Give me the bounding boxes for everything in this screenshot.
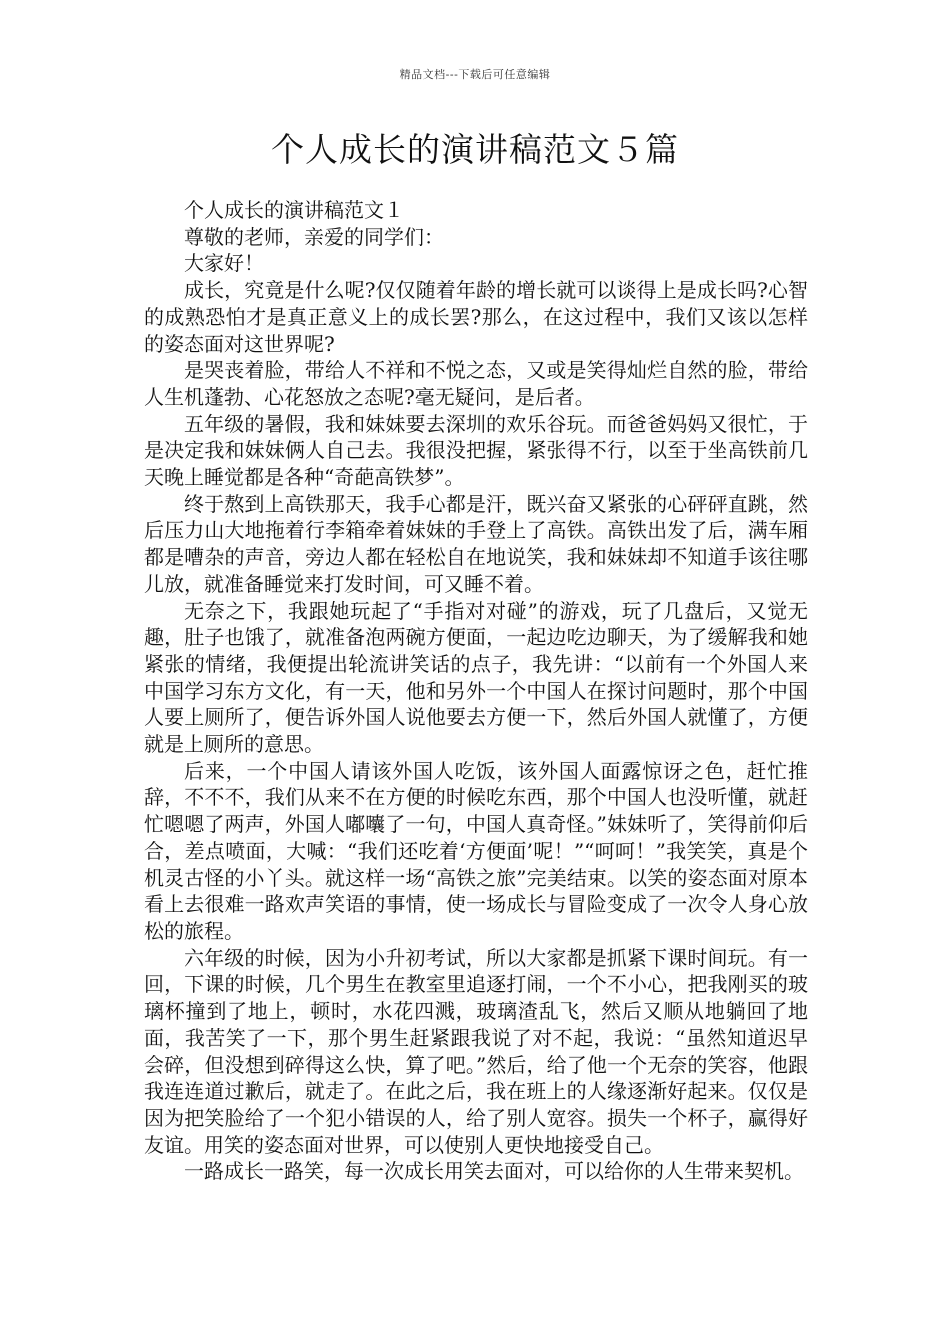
paragraph: 成长，究竟是什么呢?仅仅随着年龄的增长就可以谈得上是成长吗?心智的成熟恐怕才是真正意义上的成长罢?那么，在这过程中，我们又该以怎样的姿态面对这世界呢? bbox=[144, 278, 808, 356]
paragraph: 后来，一个中国人请该外国人吃饭，该外国人面露惊讶之色，赶忙推辞，不不不，我们从来不在方便的时候吃东西，那个中国人也没听懂，就赶忙嗯嗯了两声，外国人嘟囔了一句，中国人真奇怪。”妹妹听了，笑得前仰后合，差点喷面，大喊：“我们还吃着‘方便面’呢！”“呵呵！”我笑笑，真是个机灵古怪的小丫头。就这样一场“高铁之旅”完美结束。以笑的姿态面对原本看上去很难一路欢声笑语的事情，使一场成长与冒险变成了一次令人身心放松的旅程。 bbox=[144, 758, 808, 943]
paragraph-subtitle: 个人成长的演讲稿范文１ bbox=[184, 198, 404, 222]
paragraph: 无奈之下，我跟她玩起了“手指对对碰”的游戏，玩了几盘后，又觉无趣，肚子也饿了，就准备泡两碗方便面，一起边吃边聊天，为了缓解我和她紧张的情绪，我便提出轮流讲笑话的点子，我先讲：“以前有一个外国人来中国学习东方文化，有一天，他和另外一个中国人在探讨问题时，那个中国人要上厕所了，便告诉外国人说他要去方便一下，然后外国人就懂了，方便就是上厕所的意思。 bbox=[144, 598, 808, 757]
document-title: 个人成长的演讲稿范文５篇 bbox=[271, 130, 679, 169]
paragraph: 六年级的时候，因为小升初考试，所以大家都是抓紧下课时间玩。有一回，下课的时候，几个男生在教室里追逐打闹，一个不小心，把我刚买的玻璃杯撞到了地上，顿时，水花四溅，玻璃渣乱飞，然后又顺从地躺回了地面，我苦笑了一下，那个男生赶紧跟我说了对不起，我说：“虽然知道迟早会碎，但没想到碎得这么快，算了吧。”然后，给了他一个无奈的笑容，他跟我连连道过歉后，就走了。在此之后，我在班上的人缘逐渐好起来。仅仅是因为把笑脸给了一个犯小错误的人，给了别人宽容。损失一个杯子，赢得好友谊。用笑的姿态面对世界，可以使别人更快地接受自己。 bbox=[144, 945, 808, 1157]
paragraph: 五年级的暑假，我和妹妹要去深圳的欢乐谷玩。而爸爸妈妈又很忙，于是决定我和妹妹俩人自己去。我很没把握，紧张得不行，以至于坐高铁前几天晚上睡觉都是各种“奇葩高铁梦”。 bbox=[144, 411, 808, 490]
paragraph: 是哭丧着脸，带给人不祥和不悦之态，又或是笑得灿烂自然的脸，带给人生机蓬勃、心花怒放之态呢?毫无疑问，是后者。 bbox=[144, 358, 808, 409]
document-body bbox=[144, 197, 808, 1185]
paragraph-salutation: 尊敬的老师，亲爱的同学们： bbox=[184, 224, 444, 249]
header-note: 精品文档---下载后可任意编辑 bbox=[399, 68, 551, 81]
paragraph: 一路成长一路笑，每一次成长用笑去面对，可以给你的人生带来契机。 bbox=[184, 1159, 804, 1184]
paragraph: 终于熬到上高铁那天，我手心都是汗，既兴奋又紧张的心砰砰直跳，然后压力山大地拖着行李箱牵着妹妹的手登上了高铁。高铁出发了后，满车厢都是嘈杂的声音，旁边人都在轻松自在地说笑，我和妹妹却不知道手该往哪儿放，就准备睡觉来打发时间，可又睡不着。 bbox=[144, 491, 808, 596]
paragraph-greeting: 大家好！ bbox=[184, 251, 264, 276]
